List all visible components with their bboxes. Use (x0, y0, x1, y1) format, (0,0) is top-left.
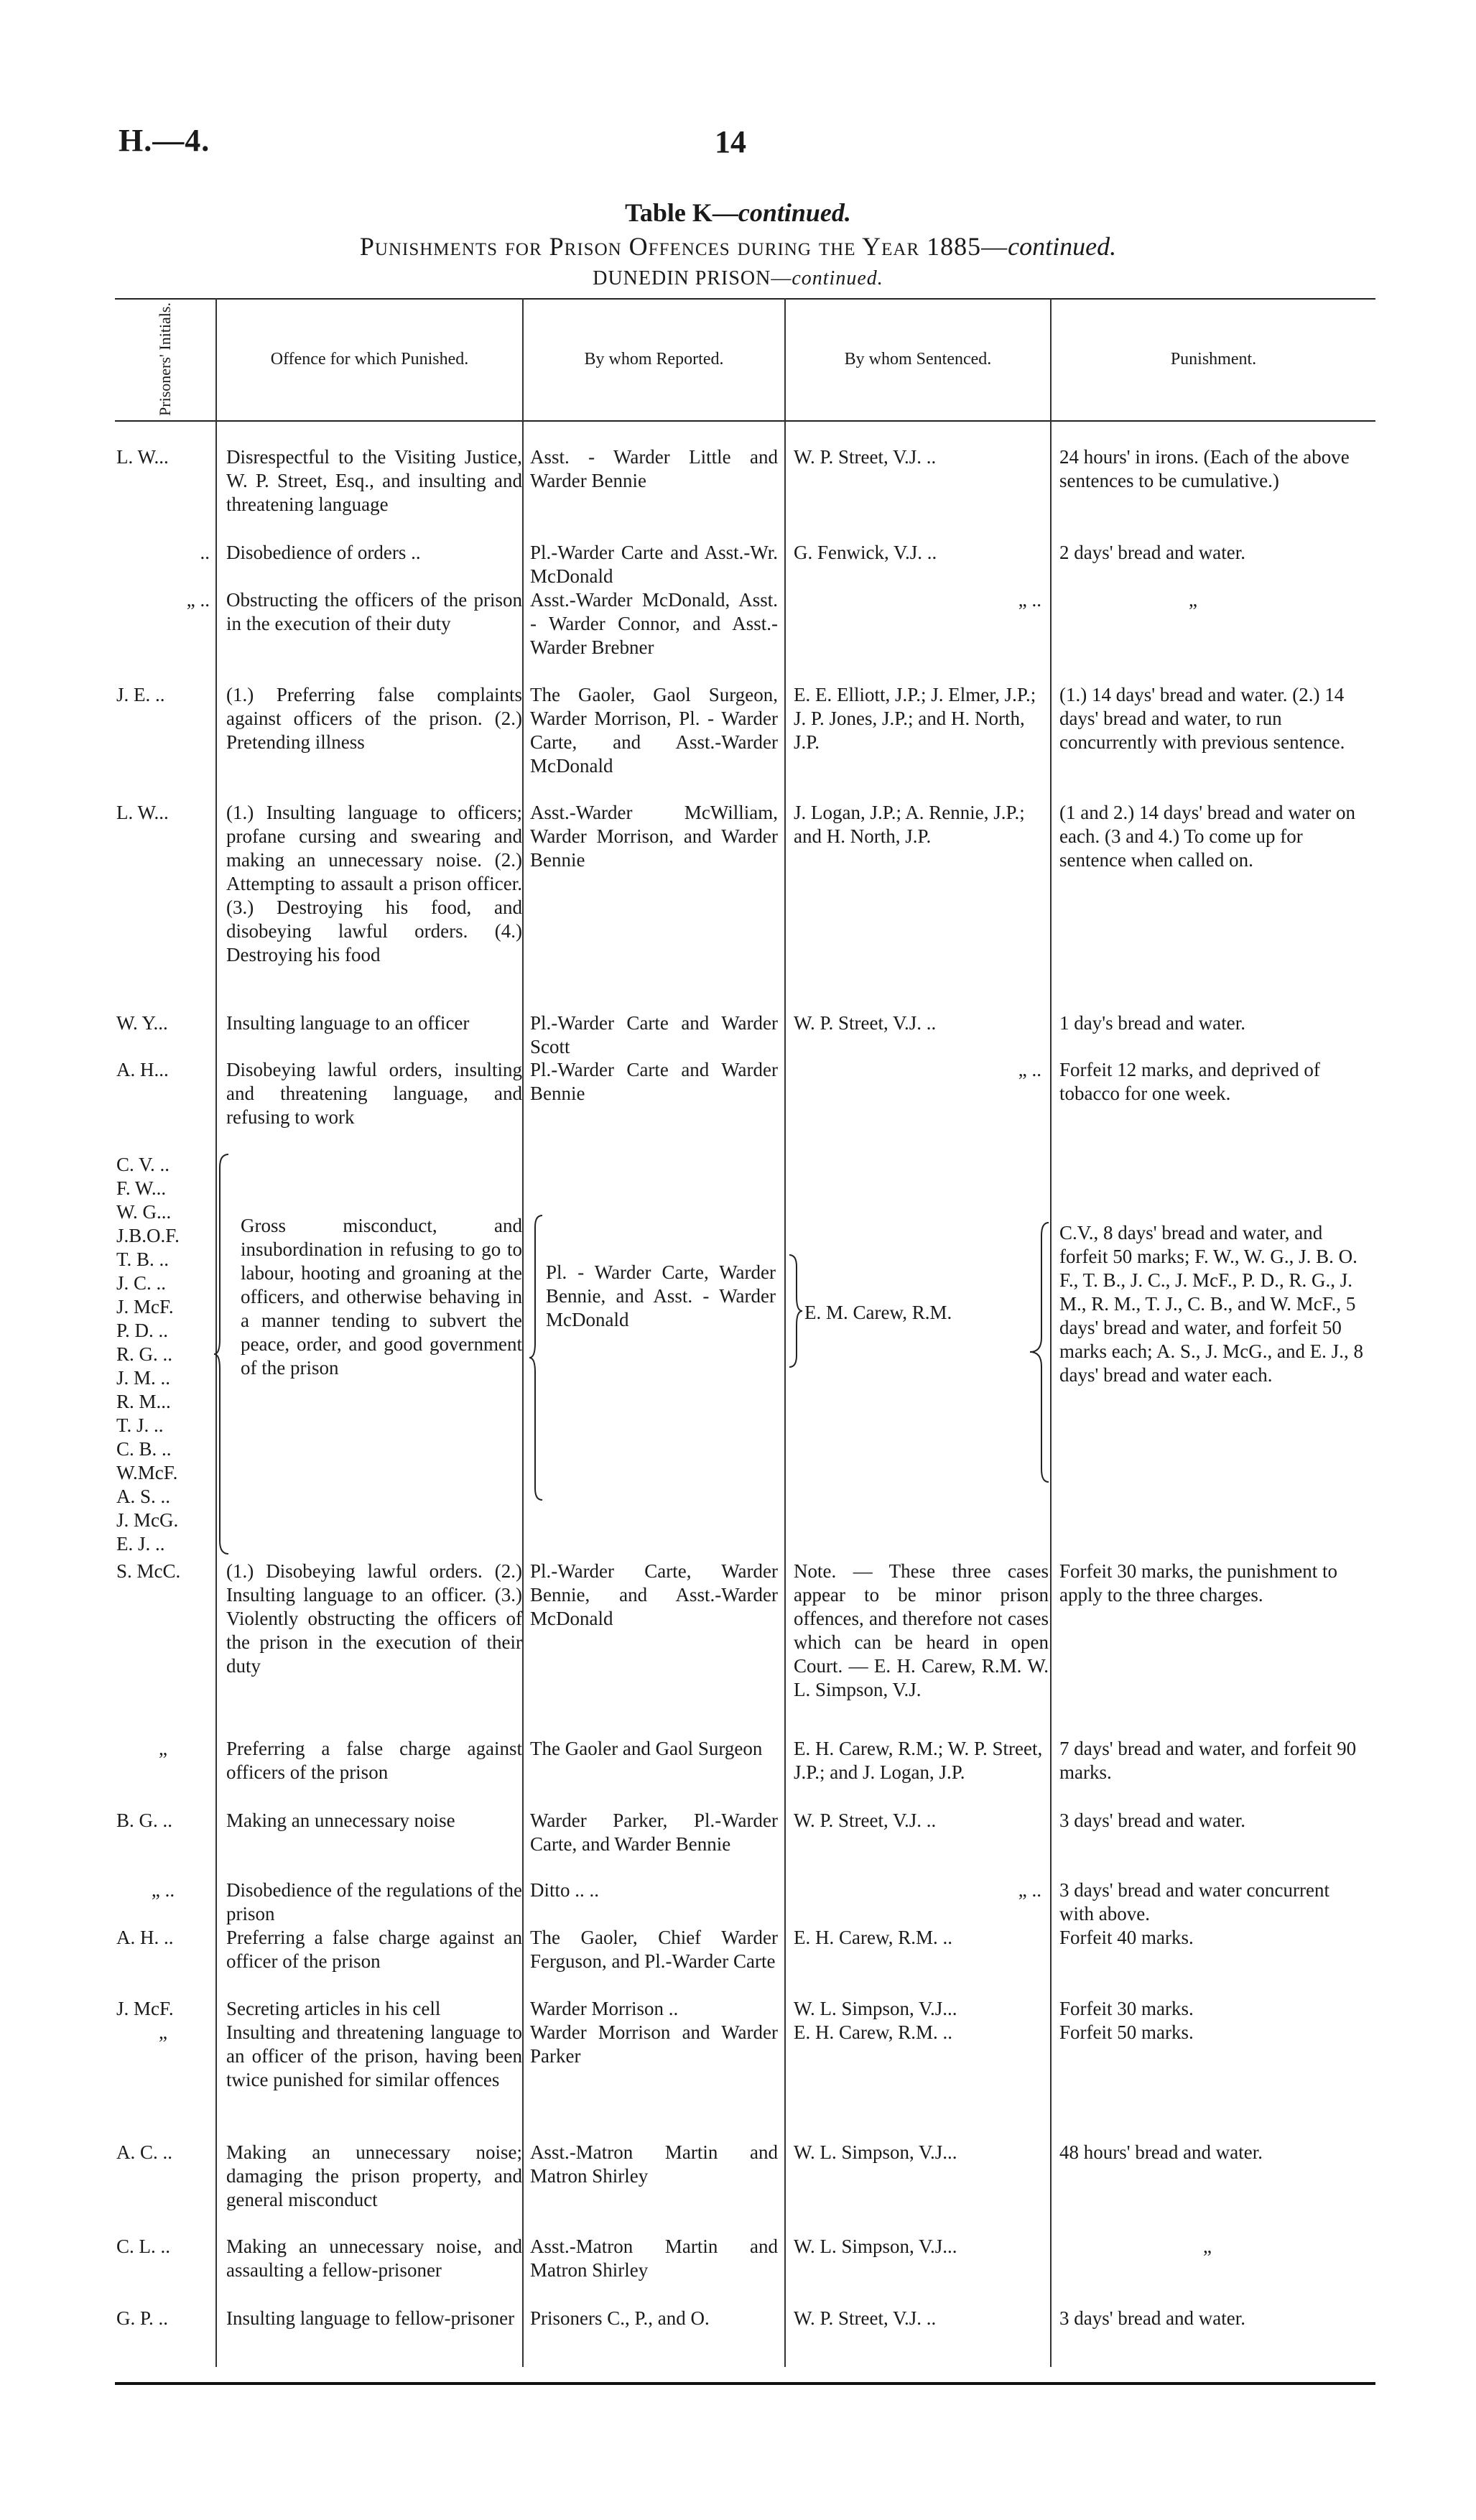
sentenced-by: W. P. Street, V.J. .. (794, 1012, 937, 1034)
list-item: J. McF. (116, 1296, 174, 1317)
offence: Insulting and threatening language to an officer of the prison, having been twice punished for similar offences (226, 2021, 522, 2090)
prisoner-initials: S. McC. (116, 1560, 181, 1582)
punishment: Forfeit 30 marks. (1059, 1998, 1194, 2019)
reported-by: Pl.-Warder Carte and Warder Bennie (530, 1059, 778, 1104)
prisoner-initials: L. W... (116, 802, 169, 823)
reported-by: Asst.-Warder McWilliam, Warder Morrison, and Warder Bennie (530, 802, 778, 871)
left-brace-icon (213, 1153, 234, 1555)
reported-by: Asst.-Warder McDonald, Asst. - Warder Connor, and Asst.-Warder Brebner (530, 589, 778, 658)
punishment: Forfeit 50 marks. (1059, 2021, 1194, 2043)
prisoner-initials: „ .. (151, 1879, 175, 1901)
punishment: C.V., 8 days' bread and water, and forfeit 50 marks; F. W., W. G., J. B. O. F., T. B., J. C., J. McF., P. D., R. G., J. M., R. M., T. J., C. B., and W. McF., 5 days' bread and water, and forfeit 50 marks each; A. S., J. McG., and E. J., 8 days' bread and water each. (1059, 1222, 1363, 1386)
sentenced-by: W. P. Street, V.J. .. (794, 2307, 937, 2329)
prisoner-initials: J. McF. (116, 1998, 174, 2019)
sentenced-by: Note. — These three cases appear to be minor prison offences, and therefore not cases which can be heard in open Court. — E. H. Carew, R.M. W. L. Simpson, V.J. (794, 1560, 1049, 1700)
punishment: Forfeit 40 marks. (1059, 1927, 1194, 1948)
sentenced-by: E. M. Carew, R.M. (804, 1302, 952, 1323)
sentenced-by: „ .. (1018, 1059, 1041, 1080)
column-header-offence: Offence for which Punished. (270, 349, 469, 369)
prisoner-initials: L. W... (116, 446, 169, 468)
offence: Preferring a false charge against an officer of the prison (226, 1927, 522, 1972)
prisoner-initials: „ (159, 2021, 167, 2043)
punishment: „ (1189, 589, 1197, 611)
list-item: C. V. .. (116, 1154, 170, 1175)
reported-by: Warder Morrison .. (530, 1998, 679, 2019)
offence: Disobedience of orders .. (226, 542, 421, 563)
reported-by: Pl.-Warder Carte, Warder Bennie, and Asst.-Warder McDonald (530, 1560, 778, 1629)
table-subtitle: Punishments for Prison Offences during the Year 1885—continued. (359, 232, 1117, 261)
page-number: 14 (715, 124, 746, 159)
sentenced-by: W. P. Street, V.J. .. (794, 1810, 937, 1831)
offence: (1.) Preferring false complaints against officers of the prison. (2.) Pretending illness (226, 684, 522, 753)
prison-name: DUNEDIN PRISON—continued. (593, 267, 883, 289)
punishment: „ (1203, 2236, 1212, 2257)
prisoner-initials: G. P. .. (116, 2307, 169, 2329)
punishment: 24 hours' in irons. (Each of the above sentences to be cumulative.) (1059, 446, 1350, 491)
offence: Gross misconduct, and insubordination in refusing to go to labour, hooting and groaning at the officers, and otherwise behaving in a manner tending to subvert the peace, order, and good government of the prison (241, 1215, 522, 1379)
offence: Making an unnecessary noise (226, 1810, 455, 1831)
punishment: (1.) 14 days' bread and water. (2.) 14 days' bread and water, to run concurrently with previous sentence. (1059, 684, 1345, 753)
punishment: 3 days' bread and water. (1059, 2307, 1246, 2329)
prisoner-initials: B. G. .. (116, 1810, 173, 1831)
reported-by: Ditto .. .. (530, 1879, 600, 1901)
prisoner-initials: J. E. .. (116, 684, 165, 705)
list-item: P. D. .. (116, 1320, 169, 1341)
offence: Secreting articles in his cell (226, 1998, 441, 2019)
offence: Making an unnecessary noise, and assaulting a fellow-prisoner (226, 2236, 522, 2281)
list-item: R. G. .. (116, 1343, 173, 1365)
punishment: Forfeit 30 marks, the punishment to apply to the three charges. (1059, 1560, 1337, 1606)
offence: Insulting language to fellow-prisoner (226, 2307, 515, 2329)
column-divider (784, 298, 786, 2367)
reported-by: The Gaoler and Gaol Surgeon (530, 1738, 763, 1759)
punishment: 1 day's bread and water. (1059, 1012, 1246, 1034)
column-header-sentenced: By whom Sentenced. (844, 349, 992, 369)
list-item: J. C. .. (116, 1272, 167, 1294)
sentenced-by: G. Fenwick, V.J. .. (794, 542, 937, 563)
punishment: (1 and 2.) 14 days' bread and water on each. (3 and 4.) To come up for sentence when called on. (1059, 802, 1355, 871)
column-divider (522, 298, 524, 2367)
offence: Disobedience of the regulations of the prison (226, 1879, 522, 1924)
list-item: E. J. .. (116, 1533, 165, 1555)
right-brace-icon (786, 1254, 804, 1368)
sentenced-by: W. L. Simpson, V.J... (794, 1998, 957, 2019)
reported-by: Asst. - Warder Little and Warder Bennie (530, 446, 778, 491)
column-header-punishment: Punishment. (1170, 349, 1257, 369)
prisoner-initials: A. H. .. (116, 1927, 174, 1948)
prisoner-initials: „ .. (186, 589, 210, 611)
reported-by: Pl.-Warder Carte and Asst.-Wr. McDonald (530, 542, 778, 587)
sentenced-by: W. L. Simpson, V.J... (794, 2236, 957, 2257)
list-item: J. M. .. (116, 1367, 171, 1389)
offence: Making an unnecessary noise; damaging the prison property, and general misconduct (226, 2141, 522, 2210)
offence: (1.) Insulting language to officers; profane cursing and swearing and making an unnecessary noise. (2.) Attempting to assault a prison officer. (3.) Destroying his food, and disobeying lawful orders. (4.) Destroying his food (226, 802, 522, 965)
sentenced-by: „ .. (1018, 589, 1041, 611)
list-item: W.McF. (116, 1462, 178, 1483)
list-item: J. McG. (116, 1509, 179, 1531)
punishments-table (115, 298, 1375, 2374)
grouped-initials-list (116, 1153, 210, 1556)
column-header-reported: By whom Reported. (584, 349, 724, 369)
prisoner-initials: A. C. .. (116, 2141, 173, 2163)
punishment: 3 days' bread and water. (1059, 1810, 1246, 1831)
document-code: H.—4. (119, 123, 210, 158)
punishment: 3 days' bread and water concurrent with above. (1059, 1879, 1329, 1924)
sentenced-by: E. H. Carew, R.M. .. (794, 2021, 952, 2043)
sentenced-by: „ .. (1018, 1879, 1041, 1901)
reported-by: Asst.-Matron Martin and Matron Shirley (530, 2236, 778, 2281)
sentenced-by: W. L. Simpson, V.J... (794, 2141, 957, 2163)
prisoner-initials: A. H... (116, 1059, 169, 1080)
left-brace-icon (528, 1214, 545, 1501)
punishment: 7 days' bread and water, and forfeit 90 marks. (1059, 1738, 1357, 1783)
prisoner-initials: „ (159, 1738, 167, 1759)
offence: (1.) Disobeying lawful orders. (2.) Insulting language to an officer. (3.) Violently obstructing the officers of the prison in the execution of their duty (226, 1560, 522, 1677)
list-item: F. W... (116, 1177, 167, 1199)
table-title: Table K—continued. (625, 198, 851, 227)
column-header-initials: Prisoners' Initials. (156, 302, 174, 416)
prisoner-initials: W. Y... (116, 1012, 168, 1034)
prisoner-initials: .. (200, 542, 210, 563)
reported-by: Asst.-Matron Martin and Matron Shirley (530, 2141, 778, 2187)
offence: Disobeying lawful orders, insulting and threatening language, and refusing to work (226, 1059, 522, 1128)
offence: Obstructing the officers of the prison in the execution of their duty (226, 589, 522, 634)
left-brace-icon (1027, 1221, 1052, 1483)
offence: Insulting language to an officer (226, 1012, 470, 1034)
sentenced-by: E. H. Carew, R.M.; W. P. Street, J.P.; and J. Logan, J.P. (794, 1738, 1043, 1783)
punishment: 2 days' bread and water. (1059, 542, 1246, 563)
prisoner-initials: C. L. .. (116, 2236, 171, 2257)
list-item: W. G... (116, 1201, 172, 1223)
reported-by: Prisoners C., P., and O. (530, 2307, 710, 2329)
offence: Preferring a false charge against officers of the prison (226, 1738, 522, 1783)
reported-by: The Gaoler, Gaol Surgeon, Warder Morrison, Pl. - Warder Carte, and Asst.-Warder McDonald (530, 684, 778, 777)
reported-by: Warder Parker, Pl.-Warder Carte, and Warder Bennie (530, 1810, 778, 1855)
list-item: A. S. .. (116, 1486, 171, 1507)
list-item: C. B. .. (116, 1438, 172, 1460)
punishment: Forfeit 12 marks, and deprived of tobacco for one week. (1059, 1059, 1320, 1104)
list-item: T. B. .. (116, 1249, 169, 1270)
reported-by: Pl.-Warder Carte and Warder Scott (530, 1012, 778, 1057)
reported-by: The Gaoler, Chief Warder Ferguson, and Pl.-Warder Carte (530, 1927, 778, 1972)
list-item: T. J. .. (116, 1414, 164, 1436)
table-bottom-rule (115, 2382, 1375, 2385)
sentenced-by: E. H. Carew, R.M. .. (794, 1927, 952, 1948)
list-item: R. M... (116, 1391, 171, 1412)
sentenced-by: E. E. Elliott, J.P.; J. Elmer, J.P.; J. P. Jones, J.P.; and H. North, J.P. (794, 684, 1036, 753)
reported-by: Warder Morrison and Warder Parker (530, 2021, 778, 2067)
punishment: 48 hours' bread and water. (1059, 2141, 1263, 2163)
sentenced-by: W. P. Street, V.J. .. (794, 446, 937, 468)
list-item: J.B.O.F. (116, 1225, 180, 1246)
reported-by: Pl. - Warder Carte, Warder Bennie, and Asst. - Warder McDonald (546, 1261, 776, 1330)
header-rule (115, 420, 1375, 422)
sentenced-by: J. Logan, J.P.; A. Rennie, J.P.; and H. North, J.P. (794, 802, 1025, 847)
offence: Disrespectful to the Visiting Justice, W. P. Street, Esq., and insulting and threatening language (226, 446, 522, 515)
